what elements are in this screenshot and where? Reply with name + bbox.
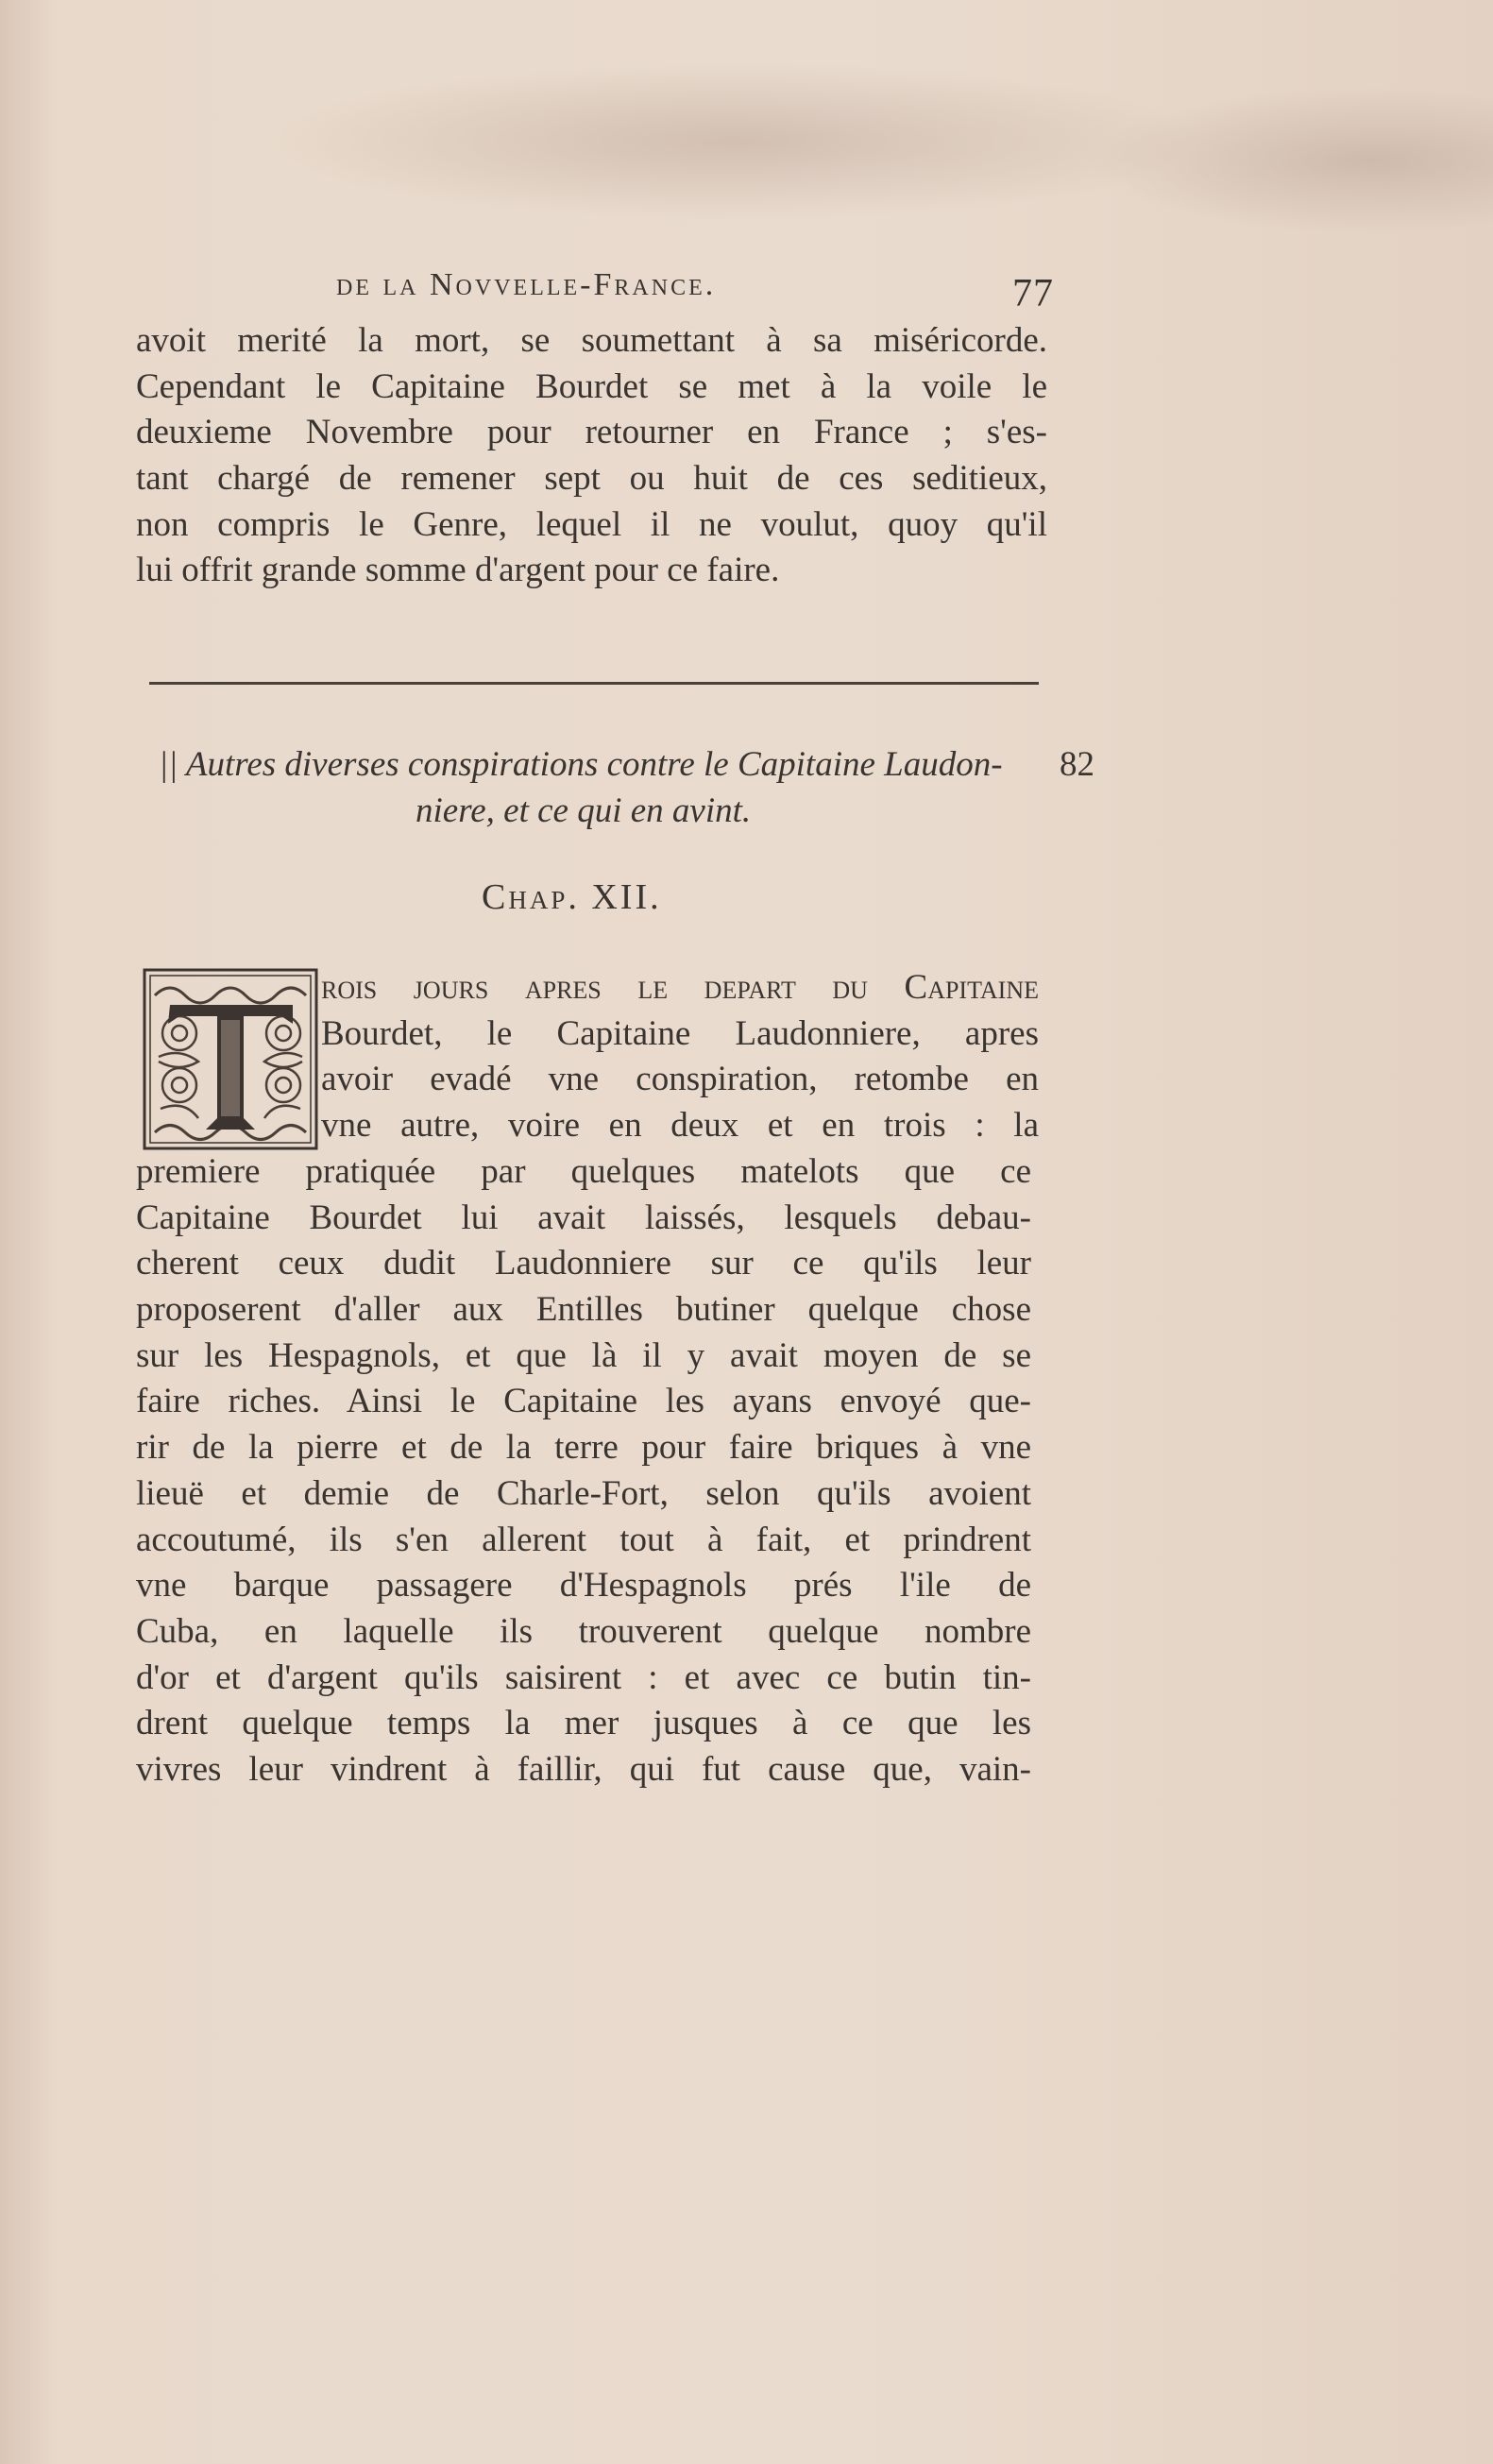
text-line: vivres leur vindrent à faillir, qui fut cause que, vain- (136, 1749, 1031, 1789)
text-line: tant chargé de remener sept ou huit de ces seditieux, (136, 459, 1047, 499)
text-line: Bourdet, le Capitaine Laudonniere, apres (321, 1013, 1039, 1053)
text-line: cherent ceux dudit Laudonniere sur ce qu'ils leur (136, 1244, 1031, 1283)
ornamental-dropcap (142, 967, 319, 1151)
margin-number: 82 (1060, 745, 1094, 784)
text-line: sur les Hespagnols, et que là il y avait moyen de se (136, 1335, 1031, 1375)
paragraph-2 (136, 1149, 1031, 1793)
text-line: vne barque passagere d'Hespagnols prés l'ile de (136, 1566, 1031, 1606)
ornamental-initial-icon (142, 967, 319, 1151)
running-head (336, 267, 1054, 314)
text-line: proposerent d'aller aux Entilles butiner quelque chose (136, 1290, 1031, 1330)
text-line: deuxieme Novembre pour retourner en France ; s'es- (136, 413, 1047, 452)
chapter-number: Chap. XII. (482, 877, 662, 917)
text-line: rois jours apres le depart du Capitaine (321, 968, 1039, 1007)
paragraph-1 (136, 318, 1047, 594)
text-line: drent quelque temps la mer jusques à ce que les (136, 1704, 1031, 1743)
page-number: 77 (1012, 272, 1054, 315)
text-line: lui offrit grande somme d'argent pour ce faire. (136, 551, 780, 590)
text-line: lieuë et demie de Charle-Fort, selon qu'ils avoient (136, 1473, 1031, 1513)
text-line: non compris le Genre, lequel il ne voulut, quoy qu'il (136, 504, 1047, 544)
text-line: avoit merité la mort, se soumettant à sa miséricorde. (136, 321, 1047, 360)
text-line: rir de la pierre et de la terre pour faire briques à vne (136, 1428, 1031, 1468)
text-line: vne autre, voire en deux et en trois : la (321, 1106, 1039, 1146)
section-divider (149, 682, 1039, 685)
text-line: faire riches. Ainsi le Capitaine les ayans envoyé que- (136, 1382, 1031, 1421)
text-line: Capitaine Bourdet lui avait laissés, lesquels debau- (136, 1198, 1031, 1237)
text-line: d'or et d'argent qu'ils saisirent : et avec ce butin tin- (136, 1657, 1031, 1697)
text-line: accoutumé, ils s'en allerent tout à fait, et prindrent (136, 1520, 1031, 1559)
text-line: Cependant le Capitaine Bourdet se met à la voile le (136, 366, 1047, 406)
chapter-title-line-1: || Autres diverses conspirations contre le Capitaine Laudon- (159, 745, 1003, 784)
text-line: premiere pratiquée par quelques matelots que ce (136, 1152, 1031, 1191)
chapter-title-line-2: niere, et ce qui en avint. (416, 791, 752, 830)
text-line: avoir evadé vne conspiration, retombe en (321, 1060, 1039, 1099)
text-line: Cuba, en laquelle ils trouverent quelque nombre (136, 1611, 1031, 1651)
running-head-title: de la Novvelle-France. (336, 267, 717, 302)
paragraph-2-indented (321, 965, 1039, 1149)
